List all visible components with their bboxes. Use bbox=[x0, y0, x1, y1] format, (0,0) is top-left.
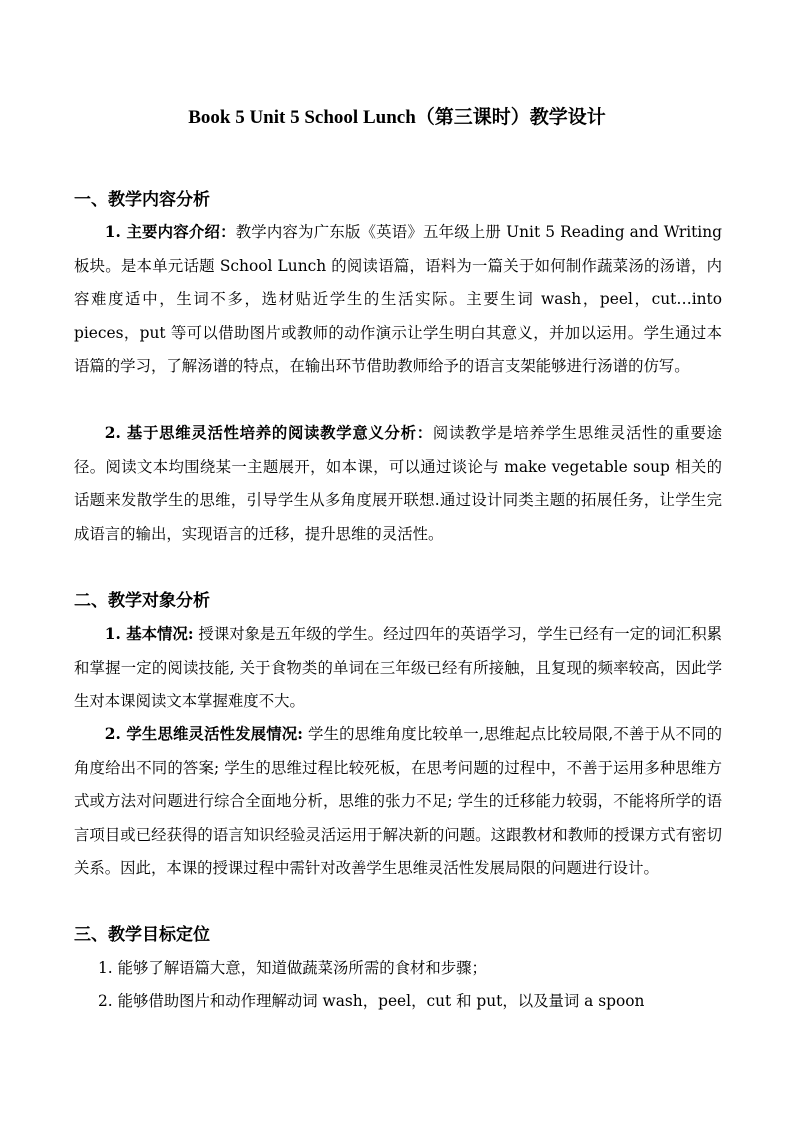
paragraph-reading-significance bbox=[74, 417, 722, 551]
paragraph-label: 2. 学生思维灵活性发展情况: bbox=[104, 725, 303, 743]
paragraph-thinking-development bbox=[74, 718, 722, 886]
paragraph-basic-situation bbox=[74, 618, 722, 719]
paragraph-text: 阅读教学是培养学生思维灵活性的重要途径。阅读文本均围绕某一主题展开，如本课，可以通过谈论与 make vegetable soup 相关的话题来发散学生的思维，引导学生从多角度展开联想.通过设计同类主题的拓展任务，让学生完成语言的输出，实现语言的迁移，提升思维的灵活性。 bbox=[74, 424, 722, 543]
section-heading-content-analysis: 一、教学内容分析 bbox=[74, 190, 210, 210]
document-title: Book 5 Unit 5 School Lunch（第三课时）教学设计 bbox=[188, 107, 606, 128]
section-heading-student-analysis: 二、教学对象分析 bbox=[74, 591, 210, 611]
paragraph-text: 学生的思维角度比较单一,思维起点比较局限,不善于从不同的角度给出不同的答案; 学生的思维过程比较死板，在思考问题的过程中，不善于运用多种思维方式或方法对问题进行综合全面地分析，思维的张力不足; 学生的迁移能力较弱，不能将所学的语言项目或已经获得的语言知识经验灵活运用于解决新的问题。这跟教材和教师的授课方式有密切关系。因此，本课的授课过程中需针对改善学生思维灵活性发展局限的问题进行设计。 bbox=[74, 725, 723, 877]
paragraph-label: 2. 基于思维灵活性培养的阅读教学意义分析： bbox=[104, 424, 433, 442]
objective-list-item: 1. 能够了解语篇大意，知道做蔬菜汤所需的食材和步骤； bbox=[98, 959, 487, 977]
paragraph-main-content bbox=[74, 216, 722, 384]
paragraph-text: 教学内容为广东版《英语》五年级上册 Unit 5 Reading and Writing 板块。是本单元话题 School Lunch 的阅读语篇，语料为一篇关于如何制作蔬菜汤的汤谱，内容难度适中，生词不多，选材贴近学生的生活实际。主要生词 wash，peel，cut…into pieces，put 等可以借助图片或教师的动作演示让学生明白其意义，并加以运用。学生通过本语篇的学习，了解汤谱的特点，在输出环节借助教师给予的语言支架能够进行汤谱的仿写。 bbox=[74, 223, 722, 375]
paragraph-label: 1. 主要内容介绍： bbox=[104, 223, 236, 241]
section-heading-teaching-objectives: 三、教学目标定位 bbox=[74, 925, 210, 945]
objective-list-item: 2. 能够借助图片和动作理解动词 wash，peel，cut 和 put，以及量词 a spoon bbox=[98, 992, 645, 1010]
paragraph-text: 授课对象是五年级的学生。经过四年的英语学习，学生已经有一定的词汇积累和掌握一定的阅读技能, 关于食物类的单词在三年级已经有所接触，且复现的频率较高，因此学生对本课阅读文本掌握难度不大。 bbox=[74, 625, 722, 710]
paragraph-label: 1. 基本情况: bbox=[104, 625, 194, 643]
